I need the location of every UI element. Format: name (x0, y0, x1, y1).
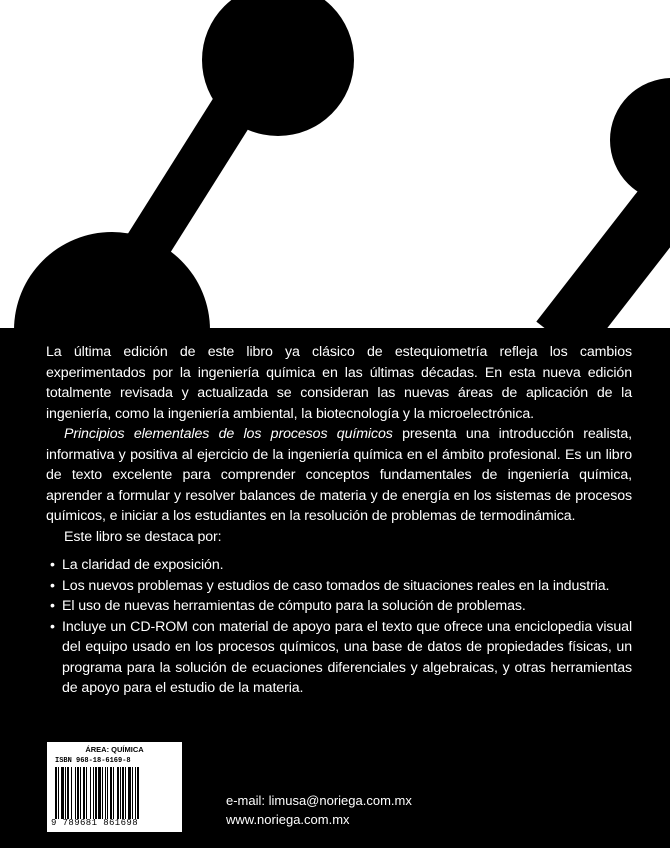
email-link[interactable]: e-mail: limusa@noriega.com.mx (226, 793, 412, 808)
barcode-bar (67, 767, 69, 819)
barcode-bar (75, 767, 76, 819)
features-list (46, 555, 632, 699)
barcode-bar (132, 767, 133, 819)
barcode-bar (65, 767, 66, 819)
description-paragraph-2-text: presenta una introducción realista, informativa y positiva al ejercicio de la ingeniería química en el ámbito profesional. Es un libro de texto excelente para comprender conceptos fundamentales de ingeniería química, aprender a formular y resolver balances de materia y de energía en los sistemas de procesos químicos, e iniciar a los estudiantes en la resolución de problemas de termodinámica. (46, 426, 632, 524)
barcode-bar (80, 767, 81, 819)
description-paragraph-2 (46, 424, 632, 527)
list-item: • Los nuevos problemas y estudios de caso tomados de situaciones reales en la industria. (46, 576, 632, 597)
barcode-bar (117, 767, 119, 819)
book-description (46, 342, 632, 699)
barcode-bar (122, 767, 124, 819)
barcode-bar (86, 767, 87, 819)
website-link[interactable]: www.noriega.com.mx (226, 812, 350, 827)
barcode-bar (95, 767, 97, 819)
barcode-bar (71, 767, 72, 819)
barcode-bar (102, 767, 103, 819)
publisher-contact (226, 791, 412, 829)
molecule-atom (610, 78, 670, 202)
list-item: • Incluye un CD-ROM con material de apoyo para el texto que ofrece una enciclopedia visual del equipo usado en los procesos químicos, una base de datos de propiedades físicas, un programa para la solución de ecuaciones diferenciales y algebraicas, y otras herramientas de apoyo para el estudio de la materia. (46, 617, 632, 699)
barcode-bar (93, 767, 94, 819)
barcode-bar (110, 767, 112, 819)
barcode-bar (98, 767, 101, 819)
features-intro: Este libro se destaca por: (64, 528, 222, 545)
barcode-bar (61, 767, 64, 819)
barcode-bar (113, 767, 114, 819)
barcode-bar (135, 767, 136, 819)
book-title: Principios elementales de los procesos químicos (64, 426, 393, 442)
description-paragraph-1: La última edición de este libro ya clásico de estequiometría refleja los cambios experimentados por la ingeniería química en las últimas décadas. En esta nueva edición totalmente revisada y actualizada se consideran las nuevas áreas de aplicación de la ingeniería, como la ingeniería ambiental, la biotecnología y la microelectrónica. (46, 344, 632, 422)
list-item: • El uso de nuevas herramientas de cómputo para la solución de problemas. (46, 596, 632, 617)
barcode-bar (77, 767, 79, 819)
barcode-bar (128, 767, 131, 819)
barcode-bar (90, 767, 91, 819)
barcode-number: 9 789681 861698 (51, 818, 139, 828)
barcode-bar (120, 767, 121, 819)
subject-area: ÁREA: QUÍMICA (85, 745, 144, 754)
isbn: ISBN 968-18-6169-8 (55, 757, 131, 765)
barcode-bar (55, 767, 57, 819)
barcode-bar (137, 767, 139, 819)
barcode-label (47, 742, 182, 832)
barcode-bar (125, 767, 126, 819)
barcode-icon (53, 767, 177, 819)
list-item: • La claridad de exposición. (46, 555, 632, 576)
barcode-bar (83, 767, 85, 819)
barcode-bar (105, 767, 106, 819)
molecule-illustration (0, 0, 670, 340)
barcode-bar (58, 767, 59, 819)
barcode-bar (107, 767, 108, 819)
molecule-atom (14, 232, 210, 340)
